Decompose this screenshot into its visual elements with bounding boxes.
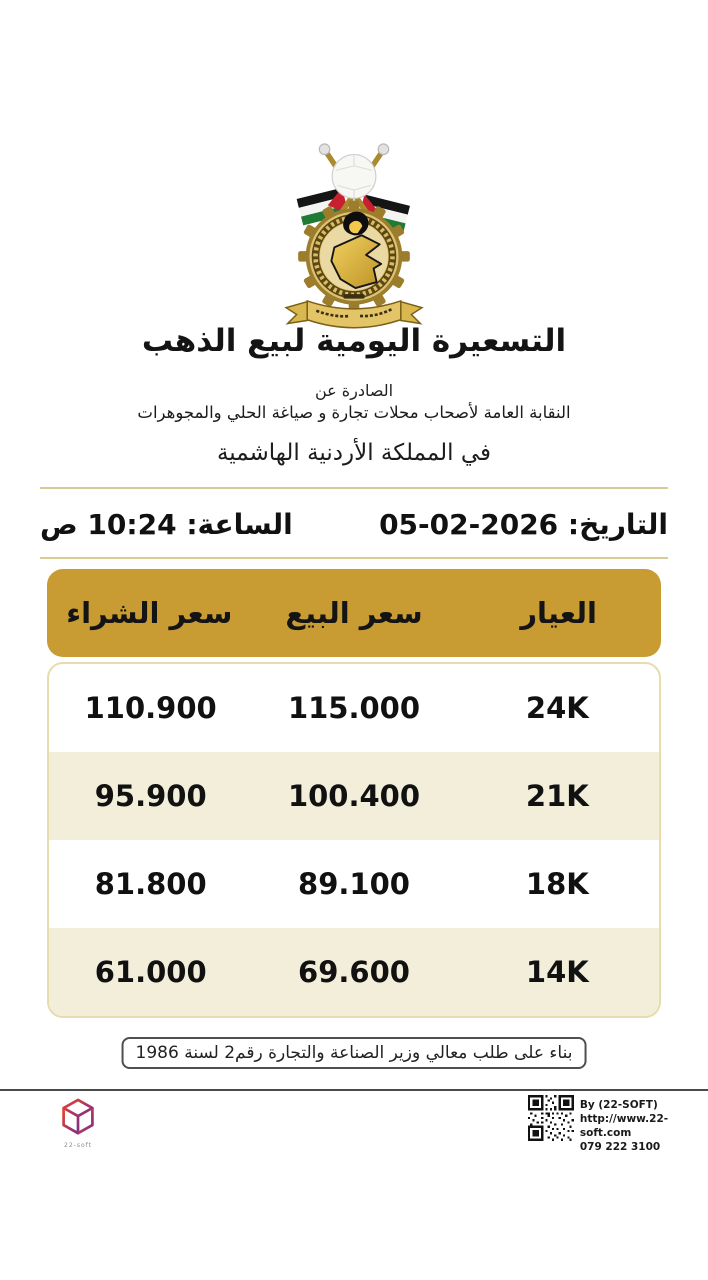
date-group xyxy=(379,508,668,541)
cube-icon xyxy=(60,1097,96,1137)
page-title: التسعيرة اليومية لبيع الذهب xyxy=(141,323,567,359)
cell-sell: 115.000 xyxy=(287,691,421,725)
cell-sell: 100.400 xyxy=(287,779,421,813)
header-karat: العيار xyxy=(520,596,597,630)
qr-code-icon xyxy=(528,1093,574,1143)
syndicate-emblem-icon xyxy=(271,134,437,332)
price-table xyxy=(47,569,661,1018)
country-line: في المملكة الأردنية الهاشمية xyxy=(216,440,492,466)
time-value: 10:24 xyxy=(87,507,177,541)
datetime-row xyxy=(40,499,668,549)
time-group xyxy=(40,508,293,541)
issued-by-line: الصادرة عن xyxy=(314,381,394,400)
time-suffix: ص xyxy=(40,507,78,541)
cell-sell: 69.600 xyxy=(298,955,410,989)
decree-note: بناء على طلب معالي وزير الصناعة والتجارة رقم2 لسنة 1986 xyxy=(122,1037,587,1069)
cube-logo-caption: 22-soft xyxy=(64,1142,92,1149)
table-body xyxy=(47,662,661,1018)
cell-sell: 89.100 xyxy=(298,867,410,901)
table-row xyxy=(49,840,659,928)
credit-line: By (22-SOFT) xyxy=(579,1099,658,1111)
header-sell: سعر البيع xyxy=(285,596,423,630)
header-buy: سعر الشراء xyxy=(66,596,233,630)
table-row xyxy=(49,752,659,840)
cell-buy: 95.900 xyxy=(94,779,207,813)
date-label: التاريخ: xyxy=(567,507,668,541)
cell-karat: 14K xyxy=(525,955,589,989)
phone-line: 079 222 3100 xyxy=(579,1141,661,1153)
software-credit-block xyxy=(528,1093,708,1154)
date-value: 05-02-2026 xyxy=(379,507,559,541)
cell-karat: 18K xyxy=(525,867,589,901)
footer-divider xyxy=(0,1089,708,1091)
website-line: http://www.22-soft.com xyxy=(579,1113,669,1139)
time-label: الساعة: xyxy=(186,507,293,541)
cell-buy: 81.800 xyxy=(94,867,207,901)
syndicate-emblem xyxy=(271,134,437,336)
cell-buy: 61.000 xyxy=(94,955,207,989)
cell-karat: 24K xyxy=(525,691,589,725)
divider-top xyxy=(40,487,668,489)
table-header xyxy=(47,569,661,657)
cell-buy: 110.900 xyxy=(84,691,217,725)
divider-bottom xyxy=(40,557,668,559)
software-credit-text xyxy=(580,1093,708,1154)
issuer-line: النقابة العامة لأصحاب محلات تجارة و صياغة الحلي والمجوهرات xyxy=(137,403,571,422)
company-cube-logo xyxy=(56,1097,100,1149)
cell-karat: 21K xyxy=(525,779,589,813)
table-row xyxy=(49,928,659,1016)
table-row xyxy=(49,664,659,752)
